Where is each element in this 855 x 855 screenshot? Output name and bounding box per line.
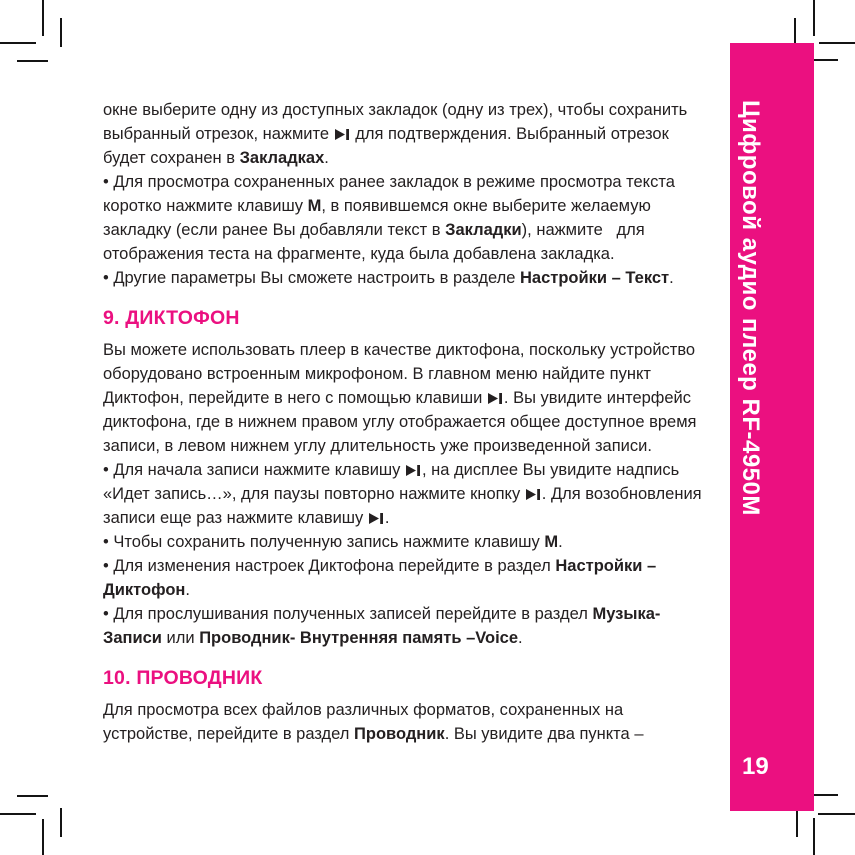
text-run: будет сохранен в: [103, 149, 240, 167]
text-run: ), нажмите для: [521, 221, 645, 239]
text-run: «Идет запись…», для паузы повторно нажмите кнопку: [103, 485, 525, 503]
text-run: . Для возобновления: [541, 485, 702, 503]
text-run: • Чтобы сохранить полученную запись нажмите клавишу: [103, 533, 545, 551]
crop-mark: [42, 0, 44, 36]
text-line: [103, 554, 748, 578]
crop-mark: [60, 808, 62, 837]
crop-mark: [0, 813, 36, 815]
text-line: [103, 506, 748, 530]
bold-text-run: Закладках: [239, 149, 325, 167]
skip-next-icon: [405, 461, 422, 479]
text-line: [103, 578, 748, 602]
crop-mark: [796, 807, 798, 837]
text-line: [103, 698, 748, 722]
text-line: [103, 170, 748, 194]
text-run: , в появившемся окне выберите желаемую: [321, 197, 651, 215]
spine-title: Цифровой аудио плеер RF-4950M: [737, 100, 764, 516]
text-run: • Для просмотра сохраненных ранее закладок в режиме просмотра текста: [103, 173, 675, 191]
crop-mark: [819, 42, 855, 44]
bold-text-run: Музыка-: [592, 605, 661, 623]
text-line: [103, 266, 748, 290]
text-line: [103, 98, 748, 122]
text-run: .: [384, 509, 390, 527]
text-run: устройстве, перейдите в раздел: [103, 725, 355, 743]
text-line: [103, 434, 748, 458]
text-run: • Для изменения настроек Диктофона перейдите в раздел: [103, 557, 556, 575]
text-run: .: [518, 629, 523, 647]
content-column: [103, 98, 748, 746]
paragraph: [103, 98, 748, 290]
text-run: коротко нажмите клавишу: [103, 197, 308, 215]
text-run: .: [558, 533, 563, 551]
skip-next-icon: [525, 485, 542, 503]
text-run: оборудовано встроенным микрофоном. В главном меню найдите пункт: [103, 365, 651, 383]
text-run: Для просмотра всех файлов различных форматов, сохраненных на: [103, 701, 624, 719]
text-line: [103, 194, 748, 218]
text-run: , на дисплее Вы увидите надпись: [422, 461, 680, 479]
text-run: закладку (если ранее Вы добавляли текст в: [103, 221, 446, 239]
text-run: . Вы увидите интерфейс: [503, 389, 692, 407]
paragraph: [103, 338, 748, 650]
text-run: • Для начала записи нажмите клавишу: [103, 461, 405, 479]
text-run: для подтверждения. Выбранный отрезок: [350, 125, 669, 143]
bold-text-run: Закладки: [445, 221, 522, 239]
text-run: записи еще раз нажмите клавишу: [103, 509, 368, 527]
text-run: диктофона, где в нижнем правом углу отображается общее доступное время: [103, 413, 697, 431]
skip-next-icon: [368, 509, 385, 527]
bold-text-run: Настройки –: [555, 557, 657, 575]
bold-text-run: Проводник: [354, 725, 445, 743]
paragraph: [103, 698, 748, 746]
text-line: [103, 146, 748, 170]
crop-mark: [17, 795, 48, 797]
text-run: • Другие параметры Вы сможете настроить в разделе: [103, 269, 520, 287]
skip-next-icon: [487, 389, 504, 407]
text-line: [103, 482, 748, 506]
text-run: отображения теста на фрагменте, куда была добавлена закладка.: [103, 245, 615, 263]
bold-text-run: М: [307, 197, 322, 215]
bold-text-run: Проводник- Внутренняя память –Voice: [199, 629, 519, 647]
text-line: [103, 242, 748, 266]
text-run: • Для прослушивания полученных записей перейдите в раздел: [103, 605, 593, 623]
skip-next-icon: [334, 125, 351, 143]
crop-mark: [813, 818, 815, 855]
bold-text-run: Настройки – Текст: [520, 269, 670, 287]
text-line: [103, 602, 748, 626]
text-line: [103, 410, 748, 434]
text-line: [103, 458, 748, 482]
text-run: .: [185, 581, 190, 599]
text-run: Вы можете использовать плеер в качестве диктофона, поскольку устройство: [103, 341, 696, 359]
text-run: .: [669, 269, 674, 287]
text-line: [103, 722, 748, 746]
crop-mark: [818, 813, 855, 815]
bold-text-run: М: [544, 533, 559, 551]
crop-mark: [17, 60, 48, 62]
crop-mark: [42, 819, 44, 855]
text-run: записи, в левом нижнем углу длительность уже произведенной записи.: [103, 437, 652, 455]
text-run: или: [161, 629, 200, 647]
spine-bar: [730, 43, 814, 811]
text-line: [103, 530, 748, 554]
bold-text-run: Записи: [103, 629, 162, 647]
text-line: [103, 122, 748, 146]
crop-mark: [60, 18, 62, 47]
section-heading: 10. ПРОВОДНИК: [103, 667, 263, 689]
text-run: . Вы увидите два пункта –: [444, 725, 644, 743]
text-run: .: [324, 149, 329, 167]
text-line: [103, 386, 748, 410]
text-run: выбранный отрезок, нажмите: [103, 125, 334, 143]
crop-mark: [0, 42, 36, 44]
text-line: [103, 626, 748, 650]
crop-mark: [813, 0, 815, 36]
section-heading: 9. ДИКТОФОН: [103, 307, 240, 329]
text-line: [103, 362, 748, 386]
text-line: [103, 218, 748, 242]
text-run: Диктофон, перейдите в него с помощью клавиши: [103, 389, 487, 407]
page-number: 19: [742, 753, 769, 780]
text-run: окне выберите одну из доступных закладок (одну из трех), чтобы сохранить: [103, 101, 688, 119]
text-line: [103, 338, 748, 362]
bold-text-run: Диктофон: [103, 581, 186, 599]
